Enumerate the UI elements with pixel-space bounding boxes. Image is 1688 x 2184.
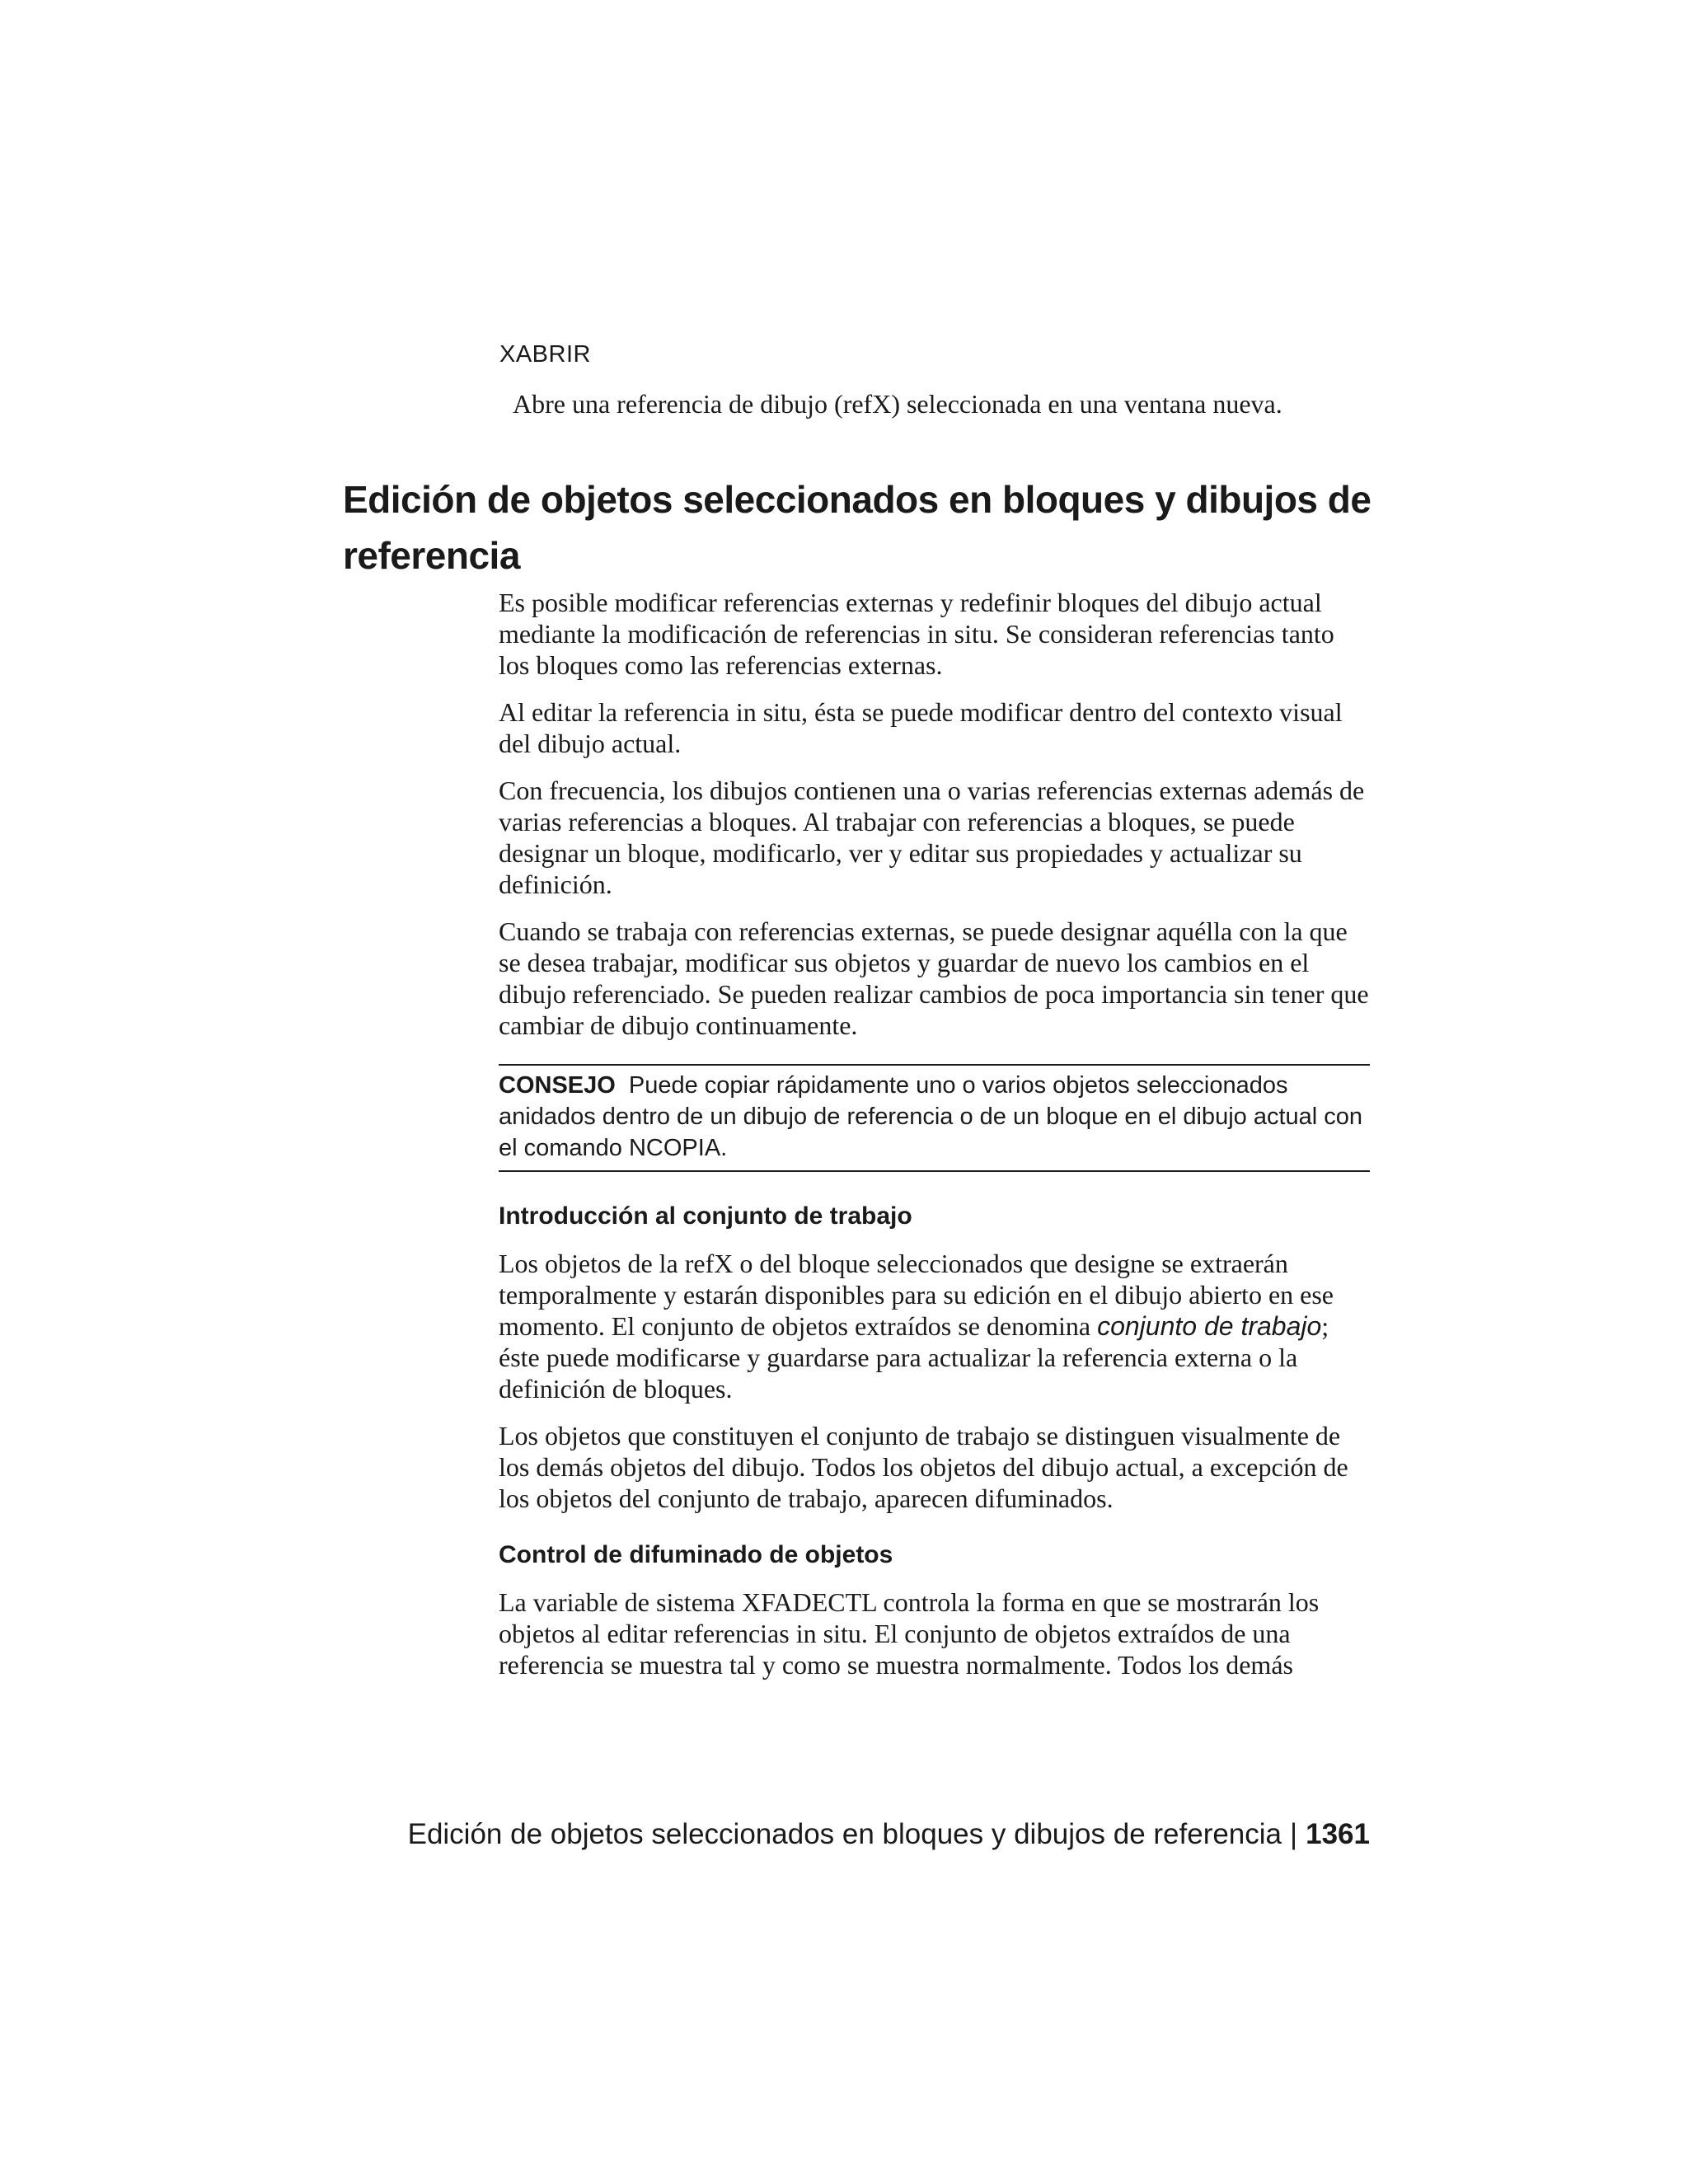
paragraph: Cuando se trabaja con referencias externas, se puede designar aquélla con la que se desea trabajar, modificar sus objetos y guardar de nuevo los cambios en el dibujo referenciado. Se pueden realizar cambios de poca importancia sin tener que cambiar de dibujo continuamente. bbox=[499, 916, 1369, 1040]
paragraph: La variable de sistema XFADECTL controla la forma en que se mostrarán los objetos al editar referencias in situ. El conjunto de objetos extraídos de una referencia se muestra tal y como se muestra normalmente. Todos los demás bbox=[499, 1587, 1320, 1680]
paragraph-text: Los objetos de la refX o del bloque seleccionados que designe se extraerán temporalmente y estarán disponibles para su edición en el dibujo abierto en ese momento. El conjunto de objetos extraídos se denomina bbox=[499, 1249, 1334, 1341]
section-title: Edición de objetos seleccionados en bloques y dibujos de referencia bbox=[343, 478, 1372, 577]
subheading-working-set: Introducción al conjunto de trabajo bbox=[499, 1202, 912, 1230]
command-description: Abre una referencia de dibujo (refX) seleccionada en una ventana nueva. bbox=[513, 389, 1282, 419]
page-footer bbox=[408, 1816, 1370, 1853]
paragraph: Con frecuencia, los dibujos contienen una o varias referencias externas además de varias referencias a bloques. Al trabajar con referencias a bloques, se puede designar un bloque, modificarlo, ver y editar sus propiedades y actualizar su definición. bbox=[499, 776, 1365, 899]
page-number: 1361 bbox=[1306, 1818, 1370, 1850]
command-name: XABRIR bbox=[499, 341, 591, 368]
paragraph: Los objetos que constituyen el conjunto de trabajo se distinguen visualmente de los demás objetos del dibujo. Todos los objetos del dibujo actual, a excepción de los objetos del conjunto de trabajo, aparecen difuminados. bbox=[499, 1421, 1348, 1513]
footer-separator: | bbox=[1290, 1818, 1298, 1850]
section-body bbox=[499, 587, 1370, 1696]
paragraph: Al editar la referencia in situ, ésta se puede modificar dentro del contexto visual del dibujo actual. bbox=[499, 697, 1343, 758]
paragraph: Es posible modificar referencias externas y redefinir bloques del dibujo actual mediante la modificación de referencias in situ. Se consideran referencias tanto los bloques como las referencias externas. bbox=[499, 588, 1334, 680]
paragraph-text: ; éste puede modificarse y guardarse para actualizar la referencia externa o la definición de bloques. bbox=[499, 1311, 1329, 1404]
footer-title: Edición de objetos seleccionados en bloques y dibujos de referencia bbox=[407, 1818, 1282, 1850]
term-working-set: conjunto de trabajo bbox=[1097, 1311, 1322, 1341]
paragraph bbox=[499, 1248, 1370, 1404]
tip-text: Puede copiar rápidamente uno o varios objetos seleccionados anidados dentro de un dibujo de referencia o de un bloque en el dibujo actual con el comando NCOPIA. bbox=[499, 1072, 1363, 1161]
tip-box bbox=[499, 1064, 1370, 1172]
tip-label: CONSEJO bbox=[499, 1072, 616, 1099]
subheading-fading: Control de difuminado de objetos bbox=[499, 1541, 893, 1568]
